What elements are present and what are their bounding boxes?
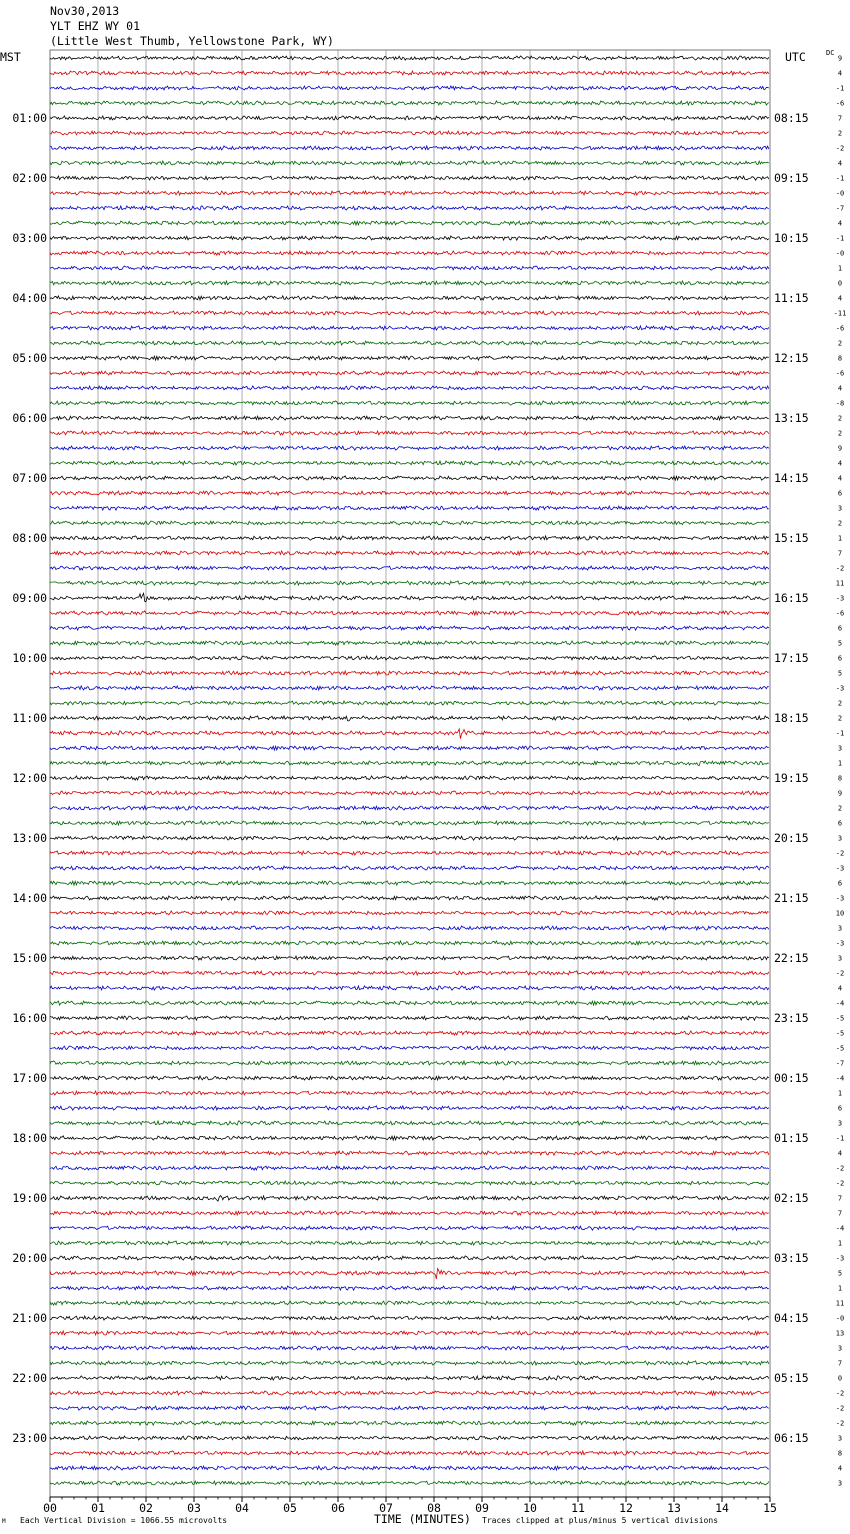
x-tick-label: 01 <box>91 1501 105 1515</box>
dc-offset-value: 3 <box>837 1434 843 1443</box>
seismic-trace-57 <box>50 911 769 915</box>
seismic-trace-75 <box>50 1181 769 1185</box>
hour-label-right: 01:15 <box>774 1131 809 1145</box>
hour-label-left: 17:00 <box>12 1071 47 1085</box>
dc-offset-value: 5 <box>837 669 843 678</box>
hour-label-right: 03:15 <box>774 1251 809 1265</box>
hour-label-right: 23:15 <box>774 1011 809 1025</box>
seismic-trace-26 <box>50 446 769 450</box>
seismic-trace-79 <box>50 1241 769 1245</box>
dc-offset-value: 4 <box>837 294 843 303</box>
dc-offset-value: 4 <box>837 459 843 468</box>
dc-offset-value: -7 <box>835 1059 845 1068</box>
seismic-trace-92 <box>50 1436 769 1440</box>
seismic-trace-68 <box>50 1076 769 1080</box>
dc-offset-value: -6 <box>835 369 845 378</box>
dc-offset-value: 7 <box>837 1359 843 1368</box>
x-tick-label: 08 <box>427 1501 441 1515</box>
dc-offset-value: 4 <box>837 1149 843 1158</box>
hour-label-right: 16:15 <box>774 591 809 605</box>
dc-offset-value: -5 <box>835 1014 845 1023</box>
station-location: (Little West Thumb, Yellowstone Park, WY) <box>50 34 334 48</box>
seismic-trace-66 <box>50 1046 769 1050</box>
dc-offset-value: 4 <box>837 384 843 393</box>
seismic-trace-95 <box>50 1481 769 1485</box>
seismic-trace-12 <box>50 236 769 240</box>
dc-offset-value: 7 <box>837 1209 843 1218</box>
dc-offset-value: 1 <box>837 534 843 543</box>
dc-offset-value: -1 <box>835 84 845 93</box>
hour-label-left: 11:00 <box>12 711 47 725</box>
seismic-trace-89 <box>50 1391 769 1395</box>
x-tick-label: 04 <box>235 1501 249 1515</box>
seismic-trace-53 <box>50 851 769 855</box>
hour-label-left: 04:00 <box>12 291 47 305</box>
dc-offset-value: 8 <box>837 1449 843 1458</box>
hour-label-left: 07:00 <box>12 471 47 485</box>
dc-offset-value: -3 <box>835 894 845 903</box>
dc-offset-value: 6 <box>837 819 843 828</box>
dc-offset-value: 0 <box>837 279 843 288</box>
dc-offset-value: -3 <box>835 594 845 603</box>
hour-label-right: 20:15 <box>774 831 809 845</box>
hour-label-right: 09:15 <box>774 171 809 185</box>
seismic-trace-31 <box>50 521 769 525</box>
dc-offset-value: 6 <box>837 489 843 498</box>
dc-offset-value: -1 <box>835 1134 845 1143</box>
dc-offset-value: 4 <box>837 159 843 168</box>
seismic-trace-33 <box>50 551 769 555</box>
x-tick-label: 12 <box>619 1501 633 1515</box>
dc-offset-value: -2 <box>835 969 845 978</box>
hour-label-right: 08:15 <box>774 111 809 125</box>
dc-offset-value: -11 <box>833 309 847 318</box>
dc-offset-value: 2 <box>837 699 843 708</box>
seismic-trace-40 <box>50 656 769 660</box>
seismic-trace-47 <box>50 761 769 766</box>
seismic-trace-19 <box>50 341 769 345</box>
seismic-trace-49 <box>50 791 769 795</box>
dc-offset-value: -2 <box>835 1404 845 1413</box>
hour-label-left: 06:00 <box>12 411 47 425</box>
dc-offset-value: -2 <box>835 849 845 858</box>
seismic-trace-65 <box>50 1031 769 1035</box>
seismic-trace-60 <box>50 956 769 960</box>
seismic-trace-36 <box>50 593 769 601</box>
hour-label-right: 17:15 <box>774 651 809 665</box>
seismic-trace-38 <box>50 626 769 630</box>
dc-offset-value: 2 <box>837 129 843 138</box>
seismic-trace-15 <box>50 281 769 285</box>
hour-label-left: 19:00 <box>12 1191 47 1205</box>
dc-offset-value: -6 <box>835 324 845 333</box>
hour-label-right: 13:15 <box>774 411 809 425</box>
seismic-trace-14 <box>50 266 769 270</box>
seismic-trace-2 <box>50 86 769 90</box>
seismic-trace-58 <box>50 926 769 930</box>
dc-offset-value: -2 <box>835 144 845 153</box>
seismic-trace-28 <box>50 476 769 480</box>
seismic-trace-62 <box>50 986 769 990</box>
seismic-trace-9 <box>50 191 769 195</box>
seismic-trace-71 <box>50 1121 769 1125</box>
seismic-trace-5 <box>50 131 769 135</box>
x-tick-label: 13 <box>667 1501 681 1515</box>
seismic-trace-35 <box>50 581 769 585</box>
hour-label-left: 01:00 <box>12 111 47 125</box>
dc-offset-value: -3 <box>835 684 845 693</box>
seismic-trace-52 <box>50 836 769 840</box>
dc-offset-value: -2 <box>835 1179 845 1188</box>
seismic-trace-6 <box>50 146 769 150</box>
seismic-trace-3 <box>50 101 769 105</box>
hour-label-left: 10:00 <box>12 651 47 665</box>
dc-offset-value: 5 <box>837 1269 843 1278</box>
seismic-trace-44 <box>50 716 769 721</box>
seismic-trace-55 <box>50 881 769 885</box>
x-tick-label: 02 <box>139 1501 153 1515</box>
vertical-scale-note: Each Vertical Division = 1066.55 microvolts <box>20 1516 228 1525</box>
hour-label-left: 13:00 <box>12 831 47 845</box>
seismic-trace-93 <box>50 1451 769 1455</box>
dc-offset-value: -3 <box>835 1254 845 1263</box>
seismic-trace-50 <box>50 806 769 810</box>
seismic-trace-74 <box>50 1166 769 1170</box>
plot-date: Nov30,2013 <box>50 4 120 18</box>
seismic-trace-86 <box>50 1346 769 1350</box>
hour-label-right: 12:15 <box>774 351 809 365</box>
clipping-note: Traces clipped at plus/minus 5 vertical divisions <box>482 1516 719 1525</box>
seismic-trace-20 <box>50 356 769 360</box>
dc-offset-value: 3 <box>837 924 843 933</box>
seismic-trace-4 <box>50 116 769 120</box>
x-axis-label: TIME (MINUTES) <box>374 1512 471 1526</box>
hour-label-right: 00:15 <box>774 1071 809 1085</box>
dc-offset-value: 1 <box>837 264 843 273</box>
dc-offset-value: 2 <box>837 804 843 813</box>
dc-offset-value: 11 <box>835 1299 845 1308</box>
dc-offset-value: 4 <box>837 1464 843 1473</box>
seismic-trace-45 <box>50 729 769 739</box>
hour-label-left: 20:00 <box>12 1251 47 1265</box>
hour-label-right: 02:15 <box>774 1191 809 1205</box>
seismic-trace-70 <box>50 1106 769 1110</box>
hour-label-left: 18:00 <box>12 1131 47 1145</box>
hour-label-left: 03:00 <box>12 231 47 245</box>
seismic-trace-77 <box>50 1211 769 1215</box>
hour-label-right: 05:15 <box>774 1371 809 1385</box>
seismic-trace-69 <box>50 1091 769 1095</box>
dc-offset-value: 7 <box>837 114 843 123</box>
dc-offset-value: 3 <box>837 504 843 513</box>
dc-offset-value: 4 <box>837 474 843 483</box>
hour-label-left: 08:00 <box>12 531 47 545</box>
hour-label-right: 10:15 <box>774 231 809 245</box>
seismic-trace-30 <box>50 506 769 510</box>
seismic-trace-25 <box>50 431 769 435</box>
seismic-trace-23 <box>50 401 769 405</box>
hour-label-left: 21:00 <box>12 1311 47 1325</box>
seismic-trace-63 <box>50 1001 769 1005</box>
seismic-trace-91 <box>50 1421 769 1425</box>
dc-offset-value: 4 <box>837 984 843 993</box>
seismic-trace-82 <box>50 1286 769 1290</box>
dc-offset-value: 3 <box>837 1119 843 1128</box>
seismic-trace-17 <box>50 311 769 315</box>
hour-label-right: 21:15 <box>774 891 809 905</box>
dc-offset-value: 1 <box>837 1089 843 1098</box>
seismic-trace-1 <box>50 71 769 75</box>
seismic-trace-37 <box>50 611 769 615</box>
seismic-trace-80 <box>50 1256 769 1260</box>
dc-offset-value: -0 <box>835 189 845 198</box>
dc-offset-value: -2 <box>835 1419 845 1428</box>
seismic-trace-22 <box>50 386 769 390</box>
dc-offset-value: 4 <box>837 69 843 78</box>
x-tick-label: 00 <box>43 1501 57 1515</box>
dc-offset-value: -6 <box>835 99 845 108</box>
seismic-trace-87 <box>50 1361 769 1365</box>
seismic-trace-18 <box>50 326 769 330</box>
seismic-trace-0 <box>50 56 769 60</box>
hour-label-left: 12:00 <box>12 771 47 785</box>
seismic-trace-88 <box>50 1376 769 1380</box>
dc-offset-value: 1 <box>837 759 843 768</box>
hour-label-right: 11:15 <box>774 291 809 305</box>
x-tick-label: 07 <box>379 1501 393 1515</box>
hour-label-left: 02:00 <box>12 171 47 185</box>
dc-offset-value: 6 <box>837 624 843 633</box>
seismic-trace-10 <box>50 206 769 210</box>
hour-label-left: 16:00 <box>12 1011 47 1025</box>
seismic-trace-72 <box>50 1136 769 1140</box>
seismic-trace-39 <box>50 641 769 645</box>
x-tick-label: 15 <box>763 1501 777 1515</box>
hour-label-right: 15:15 <box>774 531 809 545</box>
station-name: YLT EHZ WY 01 <box>50 19 141 33</box>
dc-offset-value: 8 <box>837 354 843 363</box>
dc-offset-value: -1 <box>835 729 845 738</box>
dc-offset-value: -1 <box>835 234 845 243</box>
seismic-traces <box>50 56 769 1485</box>
dc-offset-value: -7 <box>835 204 845 213</box>
left-timezone-label: MST <box>0 50 21 64</box>
dc-offset-value: 0 <box>837 1374 843 1383</box>
dc-offset-value: 9 <box>837 444 843 453</box>
x-tick-label: 14 <box>715 1501 729 1515</box>
dc-offset-value: 6 <box>837 654 843 663</box>
dc-offset-value: 5 <box>837 639 843 648</box>
seismic-trace-46 <box>50 746 769 750</box>
dc-offset-value: -2 <box>835 1164 845 1173</box>
dc-offset-value: 8 <box>837 774 843 783</box>
seismic-trace-64 <box>50 1016 769 1020</box>
seismic-trace-51 <box>50 821 769 825</box>
seismic-trace-32 <box>50 536 769 540</box>
dc-offset-value: 2 <box>837 429 843 438</box>
seismic-trace-76 <box>50 1196 769 1201</box>
dc-offset-value: 9 <box>837 789 843 798</box>
dc-offset-value: 2 <box>837 414 843 423</box>
dc-offset-value: 2 <box>837 519 843 528</box>
seismic-trace-27 <box>50 461 769 465</box>
dc-offset-value: -5 <box>835 1044 845 1053</box>
dc-offset-value: -4 <box>835 1074 845 1083</box>
hour-label-left: 23:00 <box>12 1431 47 1445</box>
seismic-trace-67 <box>50 1061 769 1065</box>
right-timezone-label: UTC <box>785 50 806 64</box>
dc-offset-value: 6 <box>837 1104 843 1113</box>
seismic-trace-13 <box>50 251 769 255</box>
seismic-trace-42 <box>50 686 769 690</box>
dc-offset-value: 11 <box>835 579 845 588</box>
dc-offset-value: -0 <box>835 249 845 258</box>
hour-label-left: 14:00 <box>12 891 47 905</box>
dc-column-label: DC <box>826 49 835 57</box>
seismic-trace-7 <box>50 161 769 165</box>
dc-offset-labels <box>834 55 847 1488</box>
dc-offset-value: -4 <box>835 999 845 1008</box>
dc-offset-value: 3 <box>837 1344 843 1353</box>
dc-offset-value: 4 <box>837 219 843 228</box>
seismic-trace-73 <box>50 1151 769 1155</box>
seismic-trace-54 <box>50 866 769 870</box>
seismic-trace-81 <box>50 1269 769 1279</box>
seismic-trace-61 <box>50 971 769 975</box>
dc-offset-value: 13 <box>835 1329 845 1338</box>
hour-label-left: 15:00 <box>12 951 47 965</box>
dc-offset-value: -2 <box>835 564 845 573</box>
dc-offset-value: -1 <box>835 174 845 183</box>
dc-offset-value: 3 <box>837 744 843 753</box>
dc-offset-value: 2 <box>837 339 843 348</box>
x-tick-label: 09 <box>475 1501 489 1515</box>
seismic-trace-34 <box>50 566 769 570</box>
seismic-trace-83 <box>50 1301 769 1305</box>
seismic-trace-56 <box>50 896 769 900</box>
seismic-trace-78 <box>50 1226 769 1230</box>
dc-offset-value: 3 <box>837 954 843 963</box>
x-tick-label: 03 <box>187 1501 201 1515</box>
seismic-trace-11 <box>50 221 769 225</box>
hour-label-right: 18:15 <box>774 711 809 725</box>
dc-offset-value: 3 <box>837 1479 843 1488</box>
seismic-trace-8 <box>50 176 769 180</box>
seismic-trace-41 <box>50 671 769 675</box>
x-tick-label: 10 <box>523 1501 537 1515</box>
seismic-trace-43 <box>50 701 769 705</box>
seismic-trace-94 <box>50 1466 769 1470</box>
hour-label-right: 06:15 <box>774 1431 809 1445</box>
dc-offset-value: -4 <box>835 1224 845 1233</box>
seismic-trace-85 <box>50 1331 769 1335</box>
hour-label-right: 04:15 <box>774 1311 809 1325</box>
hour-label-right: 14:15 <box>774 471 809 485</box>
seismic-trace-48 <box>50 776 769 780</box>
dc-offset-value: -3 <box>835 939 845 948</box>
hour-label-left: 09:00 <box>12 591 47 605</box>
footer-corner-mark: M <box>2 1518 6 1525</box>
seismic-trace-29 <box>50 491 769 495</box>
seismic-trace-84 <box>50 1316 769 1320</box>
dc-offset-value: -0 <box>835 1314 845 1323</box>
hour-label-right: 22:15 <box>774 951 809 965</box>
dc-offset-value: 7 <box>837 1194 843 1203</box>
x-tick-label: 05 <box>283 1501 297 1515</box>
dc-offset-value: 7 <box>837 549 843 558</box>
seismic-trace-21 <box>50 371 769 375</box>
dc-offset-value: -8 <box>835 399 845 408</box>
dc-offset-value: 6 <box>837 879 843 888</box>
x-tick-label: 06 <box>331 1501 345 1515</box>
dc-offset-value: -3 <box>835 864 845 873</box>
seismic-trace-24 <box>50 416 769 420</box>
seismic-trace-16 <box>50 296 769 300</box>
hour-label-right: 19:15 <box>774 771 809 785</box>
seismic-trace-90 <box>50 1406 769 1410</box>
dc-offset-value: 1 <box>837 1284 843 1293</box>
dc-offset-value: 2 <box>837 714 843 723</box>
dc-offset-value: 3 <box>837 834 843 843</box>
dc-offset-value: 9 <box>837 54 843 63</box>
dc-offset-value: -2 <box>835 1389 845 1398</box>
x-tick-label: 11 <box>571 1501 585 1515</box>
dc-offset-value: -5 <box>835 1029 845 1038</box>
dc-offset-value: 10 <box>835 909 845 918</box>
dc-offset-value: 1 <box>837 1239 843 1248</box>
seismic-trace-59 <box>50 941 769 945</box>
hour-label-left: 22:00 <box>12 1371 47 1385</box>
hour-label-left: 05:00 <box>12 351 47 365</box>
dc-offset-value: -6 <box>835 609 845 618</box>
